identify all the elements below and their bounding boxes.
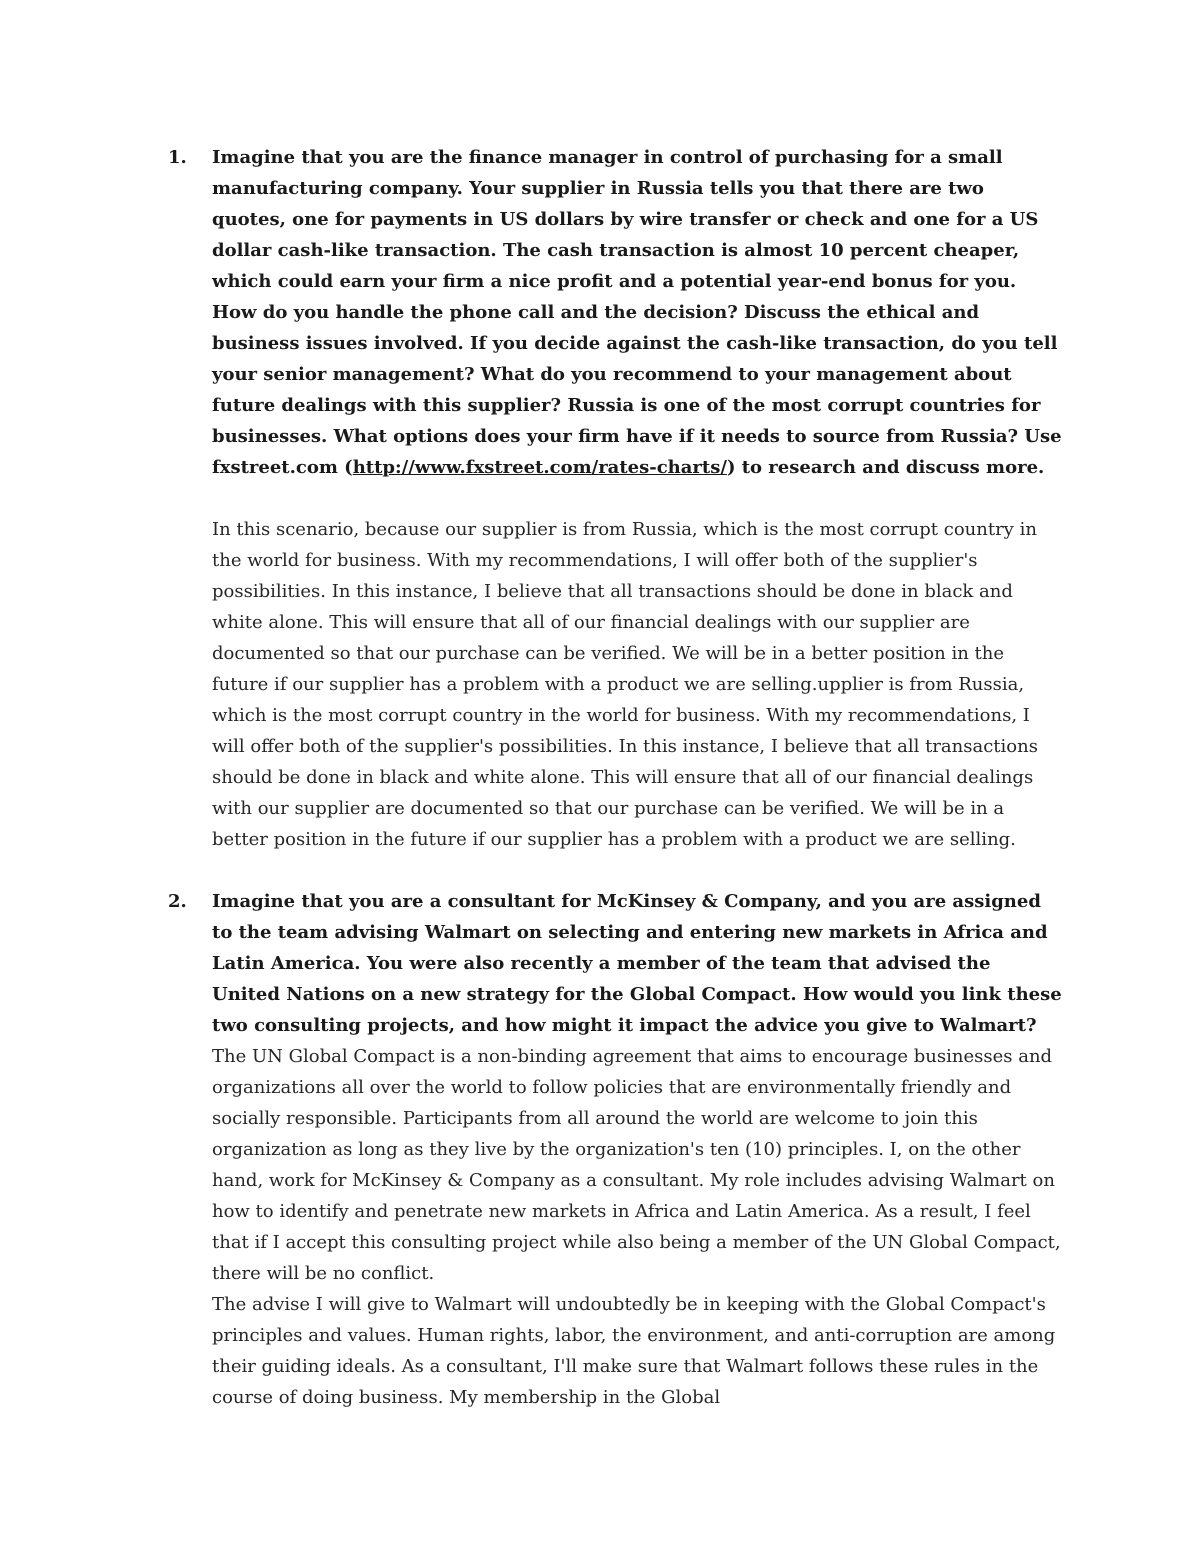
question-text-part1: Imagine that you are the finance manager in control of purchasing for a small manufacturing company. Your supplier in Russia tells you that there are two quotes, one for payments in US dollars by wire transfer or check and one for a US dollar cash-like transaction. The cash transaction is almost 10 percent cheaper, which could earn your firm a nice profit and a potential year-end bonus for you. How do you handle the phone call and the decision? Discuss the ethical and business issues involved. If you decide against the cash-like transaction, do you tell your senior management? What do you recommend to your management about future dealings with this supplier? Russia is one of the most corrupt countries for businesses. What options does your firm have if it needs to source from Russia? Use fxstreet.com ( [212,147,1062,478]
answer-paragraph-1: The UN Global Compact is a non-binding agreement that aims to encourage businesses and organizations all over the world to follow policies that are environmentally friendly and socially responsible. Participants from all around the world are welcome to join this organization as long as they live by the organization's ten (10) principles. I, on the other hand, work for McKinsey & Company as a consultant. My role includes advising Walmart on how to identify and penetrate new markets in Africa and Latin America. As a result, I feel that if I accept this consulting project while also being a member of the UN Global Compact, there will be no conflict. [212,1046,1061,1284]
paragraph-gap [212,483,1062,514]
item-number: 2. [168,891,187,912]
answer-paragraph-2: The advise I will give to Walmart will undoubtedly be in keeping with the Global Compact's principles and values. Human rights, labor, the environment, and anti-corruption are among their guiding ideals. As a consultant, I'll make sure that Walmart follows these rules in the course of doing business. My membership in the Global [212,1294,1056,1408]
item-number: 1. [168,147,187,168]
item-body [212,886,1062,1413]
item-body [212,142,1062,855]
question-text: Imagine that you are a consultant for McKinsey & Company, and you are assigned to the team advising Walmart on selecting and entering new markets in Africa and Latin America. You were also recently a member of the team that advised the United Nations on a new strategy for the Global Compact. How would you link these two consulting projects, and how might it impact the advice you give to Walmart? [212,891,1062,1036]
question-text [212,142,1062,483]
answer-text: In this scenario, because our supplier is from Russia, which is the most corrupt country in the world for business. With my recommendations, I will offer both of the supplier's possibilities. In this instance, I believe that all transactions should be done in black and white alone. This will ensure that all of our financial dealings with our supplier are documented so that our purchase can be verified. We will be in a better position in the future if our supplier has a problem with a product we are selling.upplier is from Russia, which is the most corrupt country in the world for business. With my recommendations, I will offer both of the supplier's possibilities. In this instance, I believe that all transactions should be done in black and white alone. This will ensure that all of our financial dealings with our supplier are documented so that our purchase can be verified. We will be in a better position in the future if our supplier has a problem with a product we are selling. [212,519,1038,850]
fxstreet-link[interactable]: http://www.fxstreet.com/rates-charts/ [352,457,727,478]
question-text-part2: ) to research and discuss more. [726,457,1045,478]
